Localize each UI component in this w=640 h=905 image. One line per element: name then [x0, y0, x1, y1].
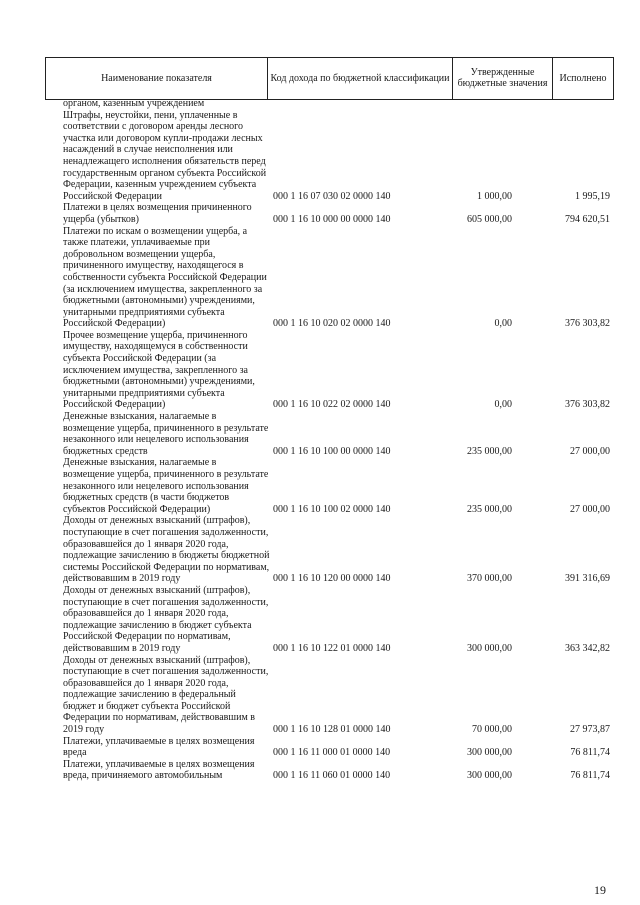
- row-done: 76 811,74: [570, 747, 610, 759]
- table-row: [45, 202, 614, 225]
- row-name: Платежи, уплачиваемые в целях возмещения вреда: [63, 735, 255, 759]
- row-code: 000 1 16 07 030 02 0000 140: [273, 190, 391, 202]
- row-name: Платежи в целях возмещения причиненного ущерба (убытков): [63, 202, 252, 225]
- row-name: Штрафы, неустойки, пени, уплаченные в соответствии с договором аренды лесного участка или договором купли-продажи лесных насаждений в случае неисполнения или ненадлежащего исполнения обязательств перед государственным органом субъекта Российской Федерации, казенным учреждением субъекта Российской Федерации: [63, 109, 267, 202]
- table-row: [45, 585, 614, 655]
- row-done: 27 000,00: [570, 503, 610, 515]
- header-code: Код дохода по бюджетной классификации: [267, 57, 452, 99]
- row-plan: 1 000,00: [477, 190, 512, 202]
- row-done: 391 316,69: [565, 573, 610, 585]
- row-plan: 300 000,00: [467, 770, 512, 782]
- row-name: органом, казенным учреждением: [63, 98, 205, 109]
- row-done: 376 303,82: [565, 399, 610, 411]
- row-done: 363 342,82: [565, 642, 610, 654]
- header-done: Исполнено: [552, 57, 614, 99]
- row-code: 000 1 16 10 128 01 0000 140: [273, 724, 391, 736]
- table-row: [45, 98, 614, 110]
- row-code: 000 1 16 10 100 00 0000 140: [273, 445, 391, 457]
- row-code: 000 1 16 11 060 01 0000 140: [273, 770, 391, 782]
- page-number: 19: [594, 883, 606, 897]
- row-done: 376 303,82: [565, 318, 610, 330]
- table-row: [45, 411, 614, 457]
- row-name: Платежи по искам о возмещении ущерба, а также платежи, уплачиваемые при добровольном возмещении ущерба, причиненного имуществу, находящегося в собственности субъекта Российской Федерации (за исключением имущества, закрепленного за бюджетными (автономными) учреждениями, унитарными предприятиями субъекта Российской Федерации): [63, 225, 267, 330]
- row-name: Денежные взыскания, налагаемые в возмещение ущерба, причиненного в результате незаконного или нецелевого использования бюджетных средств (в части бюджетов субъектов Российской Федерации): [63, 457, 269, 515]
- row-name: Денежные взыскания, налагаемые в возмещение ущерба, причиненного в результате незаконного или нецелевого использования бюджетных средств: [63, 411, 269, 457]
- row-plan: 0,00: [494, 399, 512, 411]
- table-row: [45, 226, 614, 330]
- table-row: [45, 110, 614, 203]
- table-row: [45, 330, 614, 411]
- row-plan: 300 000,00: [467, 747, 512, 759]
- row-done: 27 000,00: [570, 445, 610, 457]
- row-code: 000 1 16 10 022 02 0000 140: [273, 399, 391, 411]
- row-done: 794 620,51: [565, 213, 610, 225]
- header-name: Наименование показателя: [45, 57, 267, 99]
- row-plan: 605 000,00: [467, 213, 512, 225]
- row-name: Доходы от денежных взысканий (штрафов), поступающие в счет погашения задолженности, образовавшейся до 1 января 2020 года, подлежащие зачислению в бюджет субъекта Российской Федерации по нормативам, действовавшим в 2019 году: [63, 584, 269, 654]
- row-plan: 70 000,00: [472, 724, 512, 736]
- row-plan: 300 000,00: [467, 642, 512, 654]
- row-code: 000 1 16 10 000 00 0000 140: [273, 213, 391, 225]
- table-row: [45, 457, 614, 515]
- row-done: 27 973,87: [570, 724, 610, 736]
- row-name: Прочее возмещение ущерба, причиненного имуществу, находящемуся в собственности субъекта Российской Федерации (за исключением имущества, закрепленного за бюджетными (автономными) учреждениями, унитарными предприятиями субъекта Российской Федерации): [63, 329, 255, 411]
- row-code: 000 1 16 10 100 02 0000 140: [273, 503, 391, 515]
- row-code: 000 1 16 10 020 02 0000 140: [273, 318, 391, 330]
- row-plan: 235 000,00: [467, 445, 512, 457]
- row-code: 000 1 16 10 122 01 0000 140: [273, 642, 391, 654]
- table-row: [45, 736, 614, 759]
- row-name: Доходы от денежных взысканий (штрафов), поступающие в счет погашения задолженности, образовавшейся до 1 января 2020 года, подлежащие зачислению в бюджеты бюджетной системы Российской Федерации по нормативам, действовавшим в 2019 году: [63, 515, 270, 585]
- table-row: [45, 515, 614, 585]
- header-plan: Утвержденные бюджетные значения: [452, 57, 552, 99]
- row-name: Доходы от денежных взысканий (штрафов), поступающие в счет погашения задолженности, образовавшейся до 1 января 2020 года, подлежащие зачислению в федеральный бюджет и бюджет субъекта Российской Федерации по нормативам, действовавшим в 2019 году: [63, 654, 269, 736]
- row-done: 76 811,74: [570, 770, 610, 782]
- table-body: [45, 98, 614, 782]
- row-plan: 370 000,00: [467, 573, 512, 585]
- table-row: [45, 759, 614, 782]
- table-row: [45, 655, 614, 736]
- table-header: [45, 57, 614, 100]
- row-code: 000 1 16 11 000 01 0000 140: [273, 747, 391, 759]
- row-plan: 0,00: [494, 318, 512, 330]
- row-code: 000 1 16 10 120 00 0000 140: [273, 573, 391, 585]
- row-plan: 235 000,00: [467, 503, 512, 515]
- row-done: 1 995,19: [575, 190, 610, 202]
- row-name: Платежи, уплачиваемые в целях возмещения вреда, причиняемого автомобильным: [63, 758, 255, 782]
